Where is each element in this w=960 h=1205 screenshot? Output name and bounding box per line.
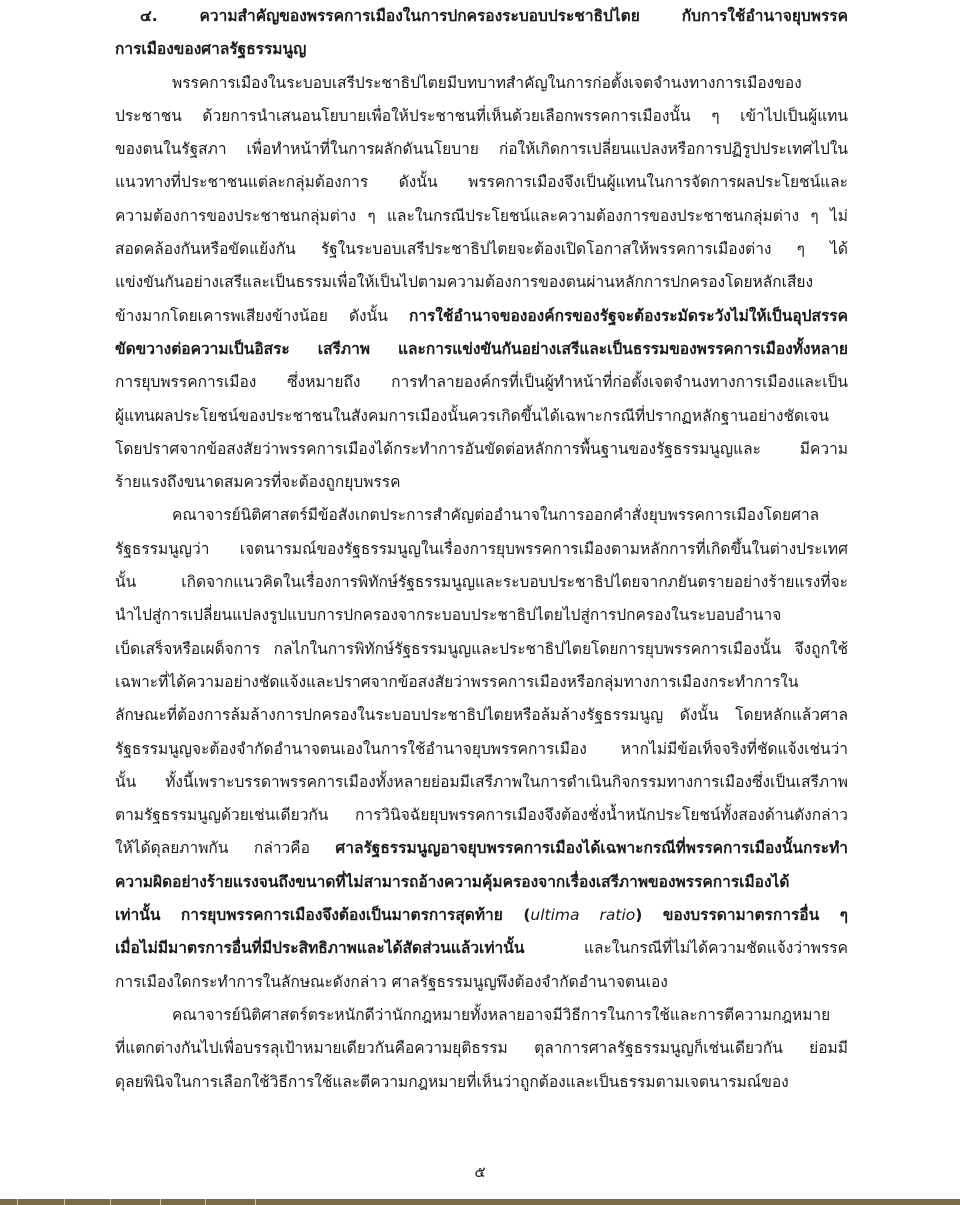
document-body: [115, 0, 848, 1099]
bold-text-run: เมื่อไม่มีมาตรการอื่นที่มีประสิทธิภาพและได้สัดส่วนแล้วเท่านั้น: [115, 939, 525, 958]
text-run: คณาจารย์นิติศาสตร์ตระหนักดีว่านักกฎหมายทั้งหลายอาจมีวิธีการในการใช้และการตีความกฎหมาย: [172, 1005, 831, 1024]
text-line: [115, 0, 848, 33]
text-run: โดยปราศจากข้อสงสัยว่าพรรคการเมืองได้กระทำการอันขัดต่อหลักการพื้นฐานของรัฐธรรมนูญและ มีความ: [115, 439, 848, 458]
text-line: [115, 666, 848, 699]
text-run: นั้น ทั้งนี้เพราะบรรดาพรรคการเมืองทั้งหลายย่อมมีเสรีภาพในการดำเนินกิจกรรมทางการเมืองซึ่งเป็นเสรีภาพ: [115, 772, 848, 791]
text-line: [115, 200, 848, 233]
text-line: [115, 366, 848, 399]
text-line: [115, 1066, 848, 1099]
text-line: [115, 166, 848, 199]
text-line: [115, 899, 848, 932]
text-run: แนวทางที่ประชาชนแต่ละกลุ่มต้องการ ดังนั้น พรรคการเมืองจึงเป็นผู้แทนในการจัดการผลประโยชน์และ: [115, 173, 848, 192]
bold-text-run: เท่านั้น การยุบพรรคการเมืองจึงต้องเป็นมาตรการสุดท้าย (: [115, 906, 531, 925]
italic-text-run: ultima ratio: [530, 906, 636, 925]
text-run: การยุบพรรคการเมือง ซึ่งหมายถึง การทำลายองค์กรที่เป็นผู้ทำหน้าที่ก่อตั้งเจตจำนงทางการเมืองและเป็น: [115, 373, 848, 392]
text-line: [115, 300, 848, 333]
text-line: [115, 633, 848, 666]
bold-text-run: ๔. ความสำคัญของพรรคการเมืองในการปกครองระบอบประชาธิปไตย กับการใช้อำนาจยุบพรรค: [140, 7, 848, 25]
text-line: [115, 733, 848, 766]
text-run: แข่งขันกันอย่างเสรีและเป็นธรรมเพื่อให้เป็นไปตามความต้องการของตนผ่านหลักการปกครองโดยหลักเสียง: [115, 273, 814, 292]
text-run: ผู้แทนผลประโยชน์ของประชาชนในสังคมการเมืองนั้นควรเกิดขึ้นได้เฉพาะกรณีที่ปรากฏหลักฐานอย่างชัดเจน: [115, 406, 829, 425]
bold-text-run: การเมืองของศาลรัฐธรรมนูญ: [115, 40, 307, 59]
text-line: [115, 266, 848, 299]
text-line: [115, 233, 848, 266]
text-run: คณาจารย์นิติศาสตร์มีข้อสังเกตประการสำคัญต่ออำนาจในการออกคำสั่งยุบพรรคการเมืองโดยศาล: [172, 506, 820, 525]
text-line: [115, 333, 848, 366]
text-line: [115, 400, 848, 433]
text-line: [115, 67, 848, 100]
text-run: สอดคล้องกันหรือขัดแย้งกัน รัฐในระบอบเสรีประชาธิปไตยจะต้องเปิดโอกาสให้พรรคการเมืองต่าง ๆ ได้: [115, 240, 848, 259]
bold-text-run: การใช้อำนาจขององค์กรของรัฐจะต้องระมัดระวังไม่ให้เป็นอุปสรรค: [408, 306, 848, 325]
text-line: [115, 766, 848, 799]
text-line: [115, 433, 848, 466]
text-line: [115, 1032, 848, 1065]
text-line: [115, 966, 848, 999]
text-run: รัฐธรรมนูญว่า เจตนารมณ์ของรัฐธรรมนูญในเรื่องการยุบพรรคการเมืองตามหลักการที่เกิดขึ้นในต่างประเทศ: [115, 539, 848, 558]
text-run: ข้างมากโดยเคารพเสียงข้างน้อย ดังนั้น: [115, 306, 409, 325]
bold-text-run: ศาลรัฐธรรมนูญอาจยุบพรรคการเมืองได้เฉพาะกรณีที่พรรคการเมืองนั้นกระทำ: [335, 839, 848, 858]
bold-text-run: ) ของบรรดามาตรการอื่น ๆ: [635, 906, 848, 925]
text-run: รัฐธรรมนูญจะต้องจำกัดอำนาจตนเองในการใช้อำนาจยุบพรรคการเมือง หากไม่มีข้อเท็จจริงที่ชัดแจ้งเช่นว่า: [115, 739, 848, 758]
text-run: และในกรณีที่ไม่ได้ความชัดแจ้งว่าพรรค: [524, 939, 848, 958]
bold-text-run: ความผิดอย่างร้ายแรงจนถึงขนาดที่ไม่สามารถอ้างความคุ้มครองจากเรื่องเสรีภาพของพรรคการเมืองได้: [115, 872, 790, 891]
text-run: นั้น เกิดจากแนวคิดในเรื่องการพิทักษ์รัฐธรรมนูญและระบอบประชาธิปไตยจากภยันตรายอย่างร้ายแรงที่จะ: [115, 573, 848, 592]
text-run: พรรคการเมืองในระบอบเสรีประชาธิปไตยมีบทบาทสำคัญในการก่อตั้งเจตจำนงทางการเมืองของ: [172, 73, 802, 92]
text-line: [115, 932, 848, 965]
text-line: [115, 599, 848, 632]
page-number: ๕: [474, 1163, 486, 1181]
text-line: [115, 133, 848, 166]
text-run: ความต้องการของประชาชนกลุ่มต่าง ๆ และในกรณีประโยชน์และความต้องการของประชาชนกลุ่มต่าง ๆ ไม่: [115, 206, 848, 225]
bold-text-run: ขัดขวางต่อความเป็นอิสระ เสรีภาพ และการแข่งขันกันอย่างเสรีและเป็นธรรมของพรรคการเมืองทั้งหลาย: [115, 339, 848, 358]
text-line: [115, 566, 848, 599]
text-run: ดุลยพินิจในการเลือกใช้วิธีการใช้และตีความกฎหมายที่เห็นว่าถูกต้องและเป็นธรรมตามเจตนารมณ์ของ: [115, 1072, 789, 1091]
text-run: ที่แตกต่างกันไปเพื่อบรรลุเป้าหมายเดียวกันคือความยุติธรรม ตุลาการศาลรัฐธรรมนูญก็เช่นเดียวกัน ย่อมมี: [115, 1039, 848, 1058]
text-line: [115, 466, 848, 499]
text-line: [115, 100, 848, 133]
bottom-taskbar-strip: [0, 1199, 960, 1205]
text-line: [115, 799, 848, 832]
text-run: ของตนในรัฐสภา เพื่อทำหน้าที่ในการผลักดันนโยบาย ก่อให้เกิดการเปลี่ยนแปลงหรือการปฏิรูปประเทศไปใน: [115, 140, 848, 159]
text-run: การเมืองใดกระทำการในลักษณะดังกล่าว ศาลรัฐธรรมนูญพึงต้องจำกัดอำนาจตนเอง: [115, 972, 668, 991]
text-line: [115, 533, 848, 566]
text-line: [115, 499, 848, 532]
text-line: [115, 33, 848, 66]
text-run: ร้ายแรงถึงขนาดสมควรที่จะต้องถูกยุบพรรค: [115, 473, 401, 492]
text-run: ตามรัฐธรรมนูญด้วยเช่นเดียวกัน การวินิจฉัยยุบพรรคการเมืองจึงต้องชั่งน้ำหนักประโยชน์ทั้งสองด้านดังกล่าว: [115, 806, 848, 825]
text-line: [115, 999, 848, 1032]
text-line: [115, 832, 848, 865]
text-line: [115, 699, 848, 732]
text-run: ลักษณะที่ต้องการล้มล้างการปกครองในระบอบประชาธิปไตยหรือล้มล้างรัฐธรรมนูญ ดังนั้น โดยหลักแล้วศาล: [115, 706, 848, 725]
text-run: เบ็ดเสร็จหรือเผด็จการ กลไกในการพิทักษ์รัฐธรรมนูญและประชาธิปไตยโดยการยุบพรรคการเมืองนั้น จึงถูกใช้: [115, 639, 848, 658]
text-run: เฉพาะที่ได้ความอย่างชัดแจ้งและปราศจากข้อสงสัยว่าพรรคการเมืองหรือกลุ่มทางการเมืองกระทำการใน: [115, 672, 799, 691]
text-run: ให้ได้ดุลยภาพกัน กล่าวคือ: [115, 839, 336, 858]
text-line: [115, 866, 848, 899]
text-run: ประชาชน ด้วยการนำเสนอนโยบายเพื่อให้ประชาชนที่เห็นด้วยเลือกพรรคการเมืองนั้น ๆ เข้าไปเป็นผู้แทน: [115, 106, 848, 125]
text-run: นำไปสู่การเปลี่ยนแปลงรูปแบบการปกครองจากระบอบประชาธิปไตยไปสู่การปกครองในระบอบอำนาจ: [115, 606, 782, 625]
